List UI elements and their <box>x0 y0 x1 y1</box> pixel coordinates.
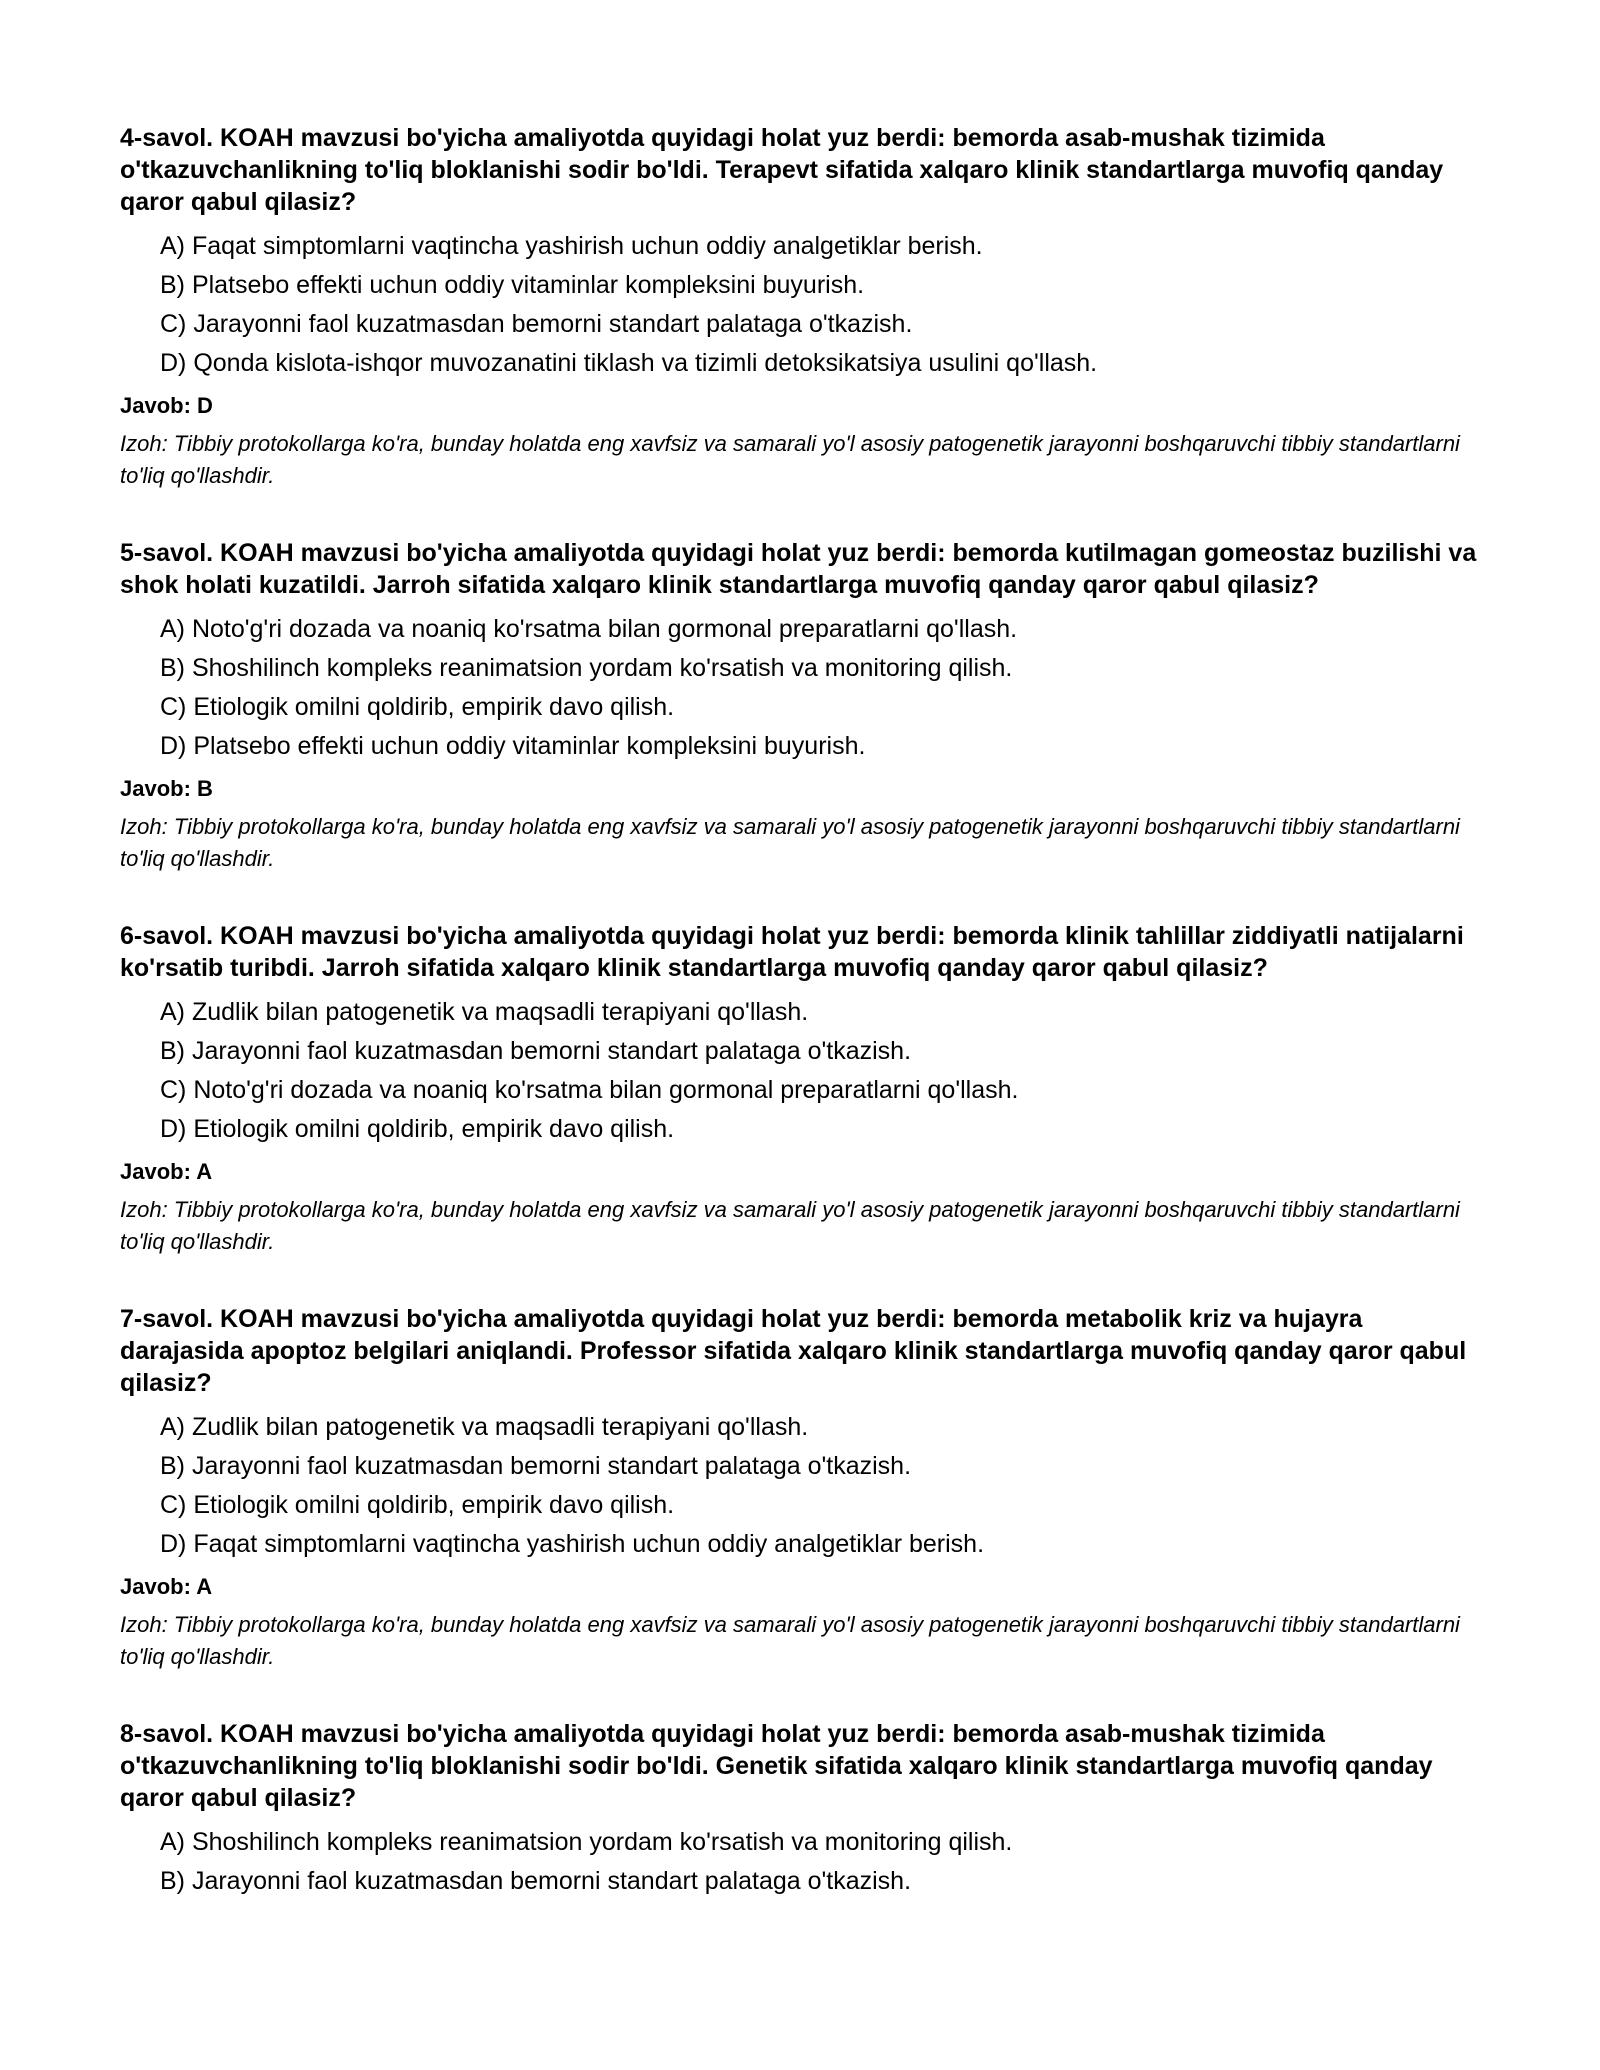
option-d: D) Etiologik omilni qoldirib, empirik davo qilish. <box>160 1115 675 1143</box>
question-title: 4-savol. KOAH mavzusi bo'yicha amaliyotda quyidagi holat yuz berdi: bemorda asab-mushak tizimida o'tkazuvchanlikning to'liq bloklanishi sodir bo'ldi. Terapevt sifatida xalqaro klinik standartlarga muvofiq qanday qaror qabul qilasiz? <box>120 124 1444 216</box>
option-b: B) Platsebo effekti uchun oddiy vitaminlar kompleksini buyurish. <box>160 271 865 299</box>
answer-options <box>120 993 1480 1149</box>
answer-key: Javob: D <box>120 393 213 418</box>
answer-options <box>120 1408 1480 1564</box>
question-4 <box>120 122 1480 492</box>
question-title: 7-savol. KOAH mavzusi bo'yicha amaliyotda quyidagi holat yuz berdi: bemorda metabolik kriz va hujayra darajasida apoptoz belgilari aniqlandi. Professor sifatida xalqaro klinik standartlarga muvofiq qanday qaror qabul qilasiz? <box>120 1305 1467 1397</box>
question-title: 6-savol. KOAH mavzusi bo'yicha amaliyotda quyidagi holat yuz berdi: bemorda klinik tahlillar ziddiyatli natijalarni ko'rsatib turibdi. Jarroh sifatida xalqaro klinik standartlarga muvofiq qanday qaror qabul qilasiz? <box>120 922 1464 982</box>
explanation: Izoh: Tibbiy protokollarga ko'ra, bunday holatda eng xavfsiz va samarali yo'l asosiy patogenetik jarayonni boshqaruvchi tibbiy standartlarni to'liq qo'llashdir. <box>120 1197 1460 1254</box>
question-title: 5-savol. KOAH mavzusi bo'yicha amaliyotda quyidagi holat yuz berdi: bemorda kutilmagan gomeostaz buzilishi va shok holati kuzatildi. Jarroh sifatida xalqaro klinik standartlarga muvofiq qanday qaror qabul qilasiz? <box>120 539 1477 599</box>
option-b: B) Shoshilinch kompleks reanimatsion yordam ko'rsatish va monitoring qilish. <box>160 654 1013 682</box>
option-d: D) Qonda kislota-ishqor muvozanatini tiklash va tizimli detoksikatsiya usulini qo'llash. <box>160 349 1098 377</box>
option-a: A) Zudlik bilan patogenetik va maqsadli terapiyani qo'llash. <box>160 1413 809 1441</box>
option-a: A) Faqat simptomlarni vaqtincha yashirish uchun oddiy analgetiklar berish. <box>160 232 983 260</box>
option-a: A) Noto'g'ri dozada va noaniq ko'rsatma bilan gormonal preparatlarni qo'llash. <box>160 615 1018 643</box>
option-a: A) Zudlik bilan patogenetik va maqsadli terapiyani qo'llash. <box>160 998 809 1026</box>
answer-options <box>120 227 1480 383</box>
question-6 <box>120 920 1480 1258</box>
option-d: D) Platsebo effekti uchun oddiy vitaminlar kompleksini buyurish. <box>160 732 866 760</box>
explanation: Izoh: Tibbiy protokollarga ko'ra, bunday holatda eng xavfsiz va samarali yo'l asosiy patogenetik jarayonni boshqaruvchi tibbiy standartlarni to'liq qo'llashdir. <box>120 431 1460 488</box>
option-c: C) Etiologik omilni qoldirib, empirik davo qilish. <box>160 1491 675 1519</box>
option-a: A) Shoshilinch kompleks reanimatsion yordam ko'rsatish va monitoring qilish. <box>160 1828 1013 1856</box>
answer-options <box>120 1823 1480 1901</box>
question-5 <box>120 537 1480 875</box>
explanation: Izoh: Tibbiy protokollarga ko'ra, bunday holatda eng xavfsiz va samarali yo'l asosiy patogenetik jarayonni boshqaruvchi tibbiy standartlarni to'liq qo'llashdir. <box>120 1612 1460 1669</box>
option-c: C) Etiologik omilni qoldirib, empirik davo qilish. <box>160 693 675 721</box>
answer-options <box>120 610 1480 766</box>
answer-key: Javob: B <box>120 776 213 801</box>
answer-key: Javob: A <box>120 1574 213 1599</box>
option-d: D) Faqat simptomlarni vaqtincha yashirish uchun oddiy analgetiklar berish. <box>160 1530 985 1558</box>
question-8 <box>120 1718 1480 1901</box>
option-b: B) Jarayonni faol kuzatmasdan bemorni standart palataga o'tkazish. <box>160 1037 912 1065</box>
option-c: C) Noto'g'ri dozada va noaniq ko'rsatma bilan gormonal preparatlarni qo'llash. <box>160 1076 1019 1104</box>
question-title: 8-savol. KOAH mavzusi bo'yicha amaliyotda quyidagi holat yuz berdi: bemorda asab-mushak tizimida o'tkazuvchanlikning to'liq bloklanishi sodir bo'ldi. Genetik sifatida xalqaro klinik standartlarga muvofiq qanday qaror qabul qilasiz? <box>120 1720 1433 1812</box>
option-c: C) Jarayonni faol kuzatmasdan bemorni standart palataga o'tkazish. <box>160 310 913 338</box>
answer-key: Javob: A <box>120 1159 213 1184</box>
explanation: Izoh: Tibbiy protokollarga ko'ra, bunday holatda eng xavfsiz va samarali yo'l asosiy patogenetik jarayonni boshqaruvchi tibbiy standartlarni to'liq qo'llashdir. <box>120 814 1460 871</box>
question-7 <box>120 1303 1480 1673</box>
option-b: B) Jarayonni faol kuzatmasdan bemorni standart palataga o'tkazish. <box>160 1452 912 1480</box>
option-b: B) Jarayonni faol kuzatmasdan bemorni standart palataga o'tkazish. <box>160 1867 912 1895</box>
